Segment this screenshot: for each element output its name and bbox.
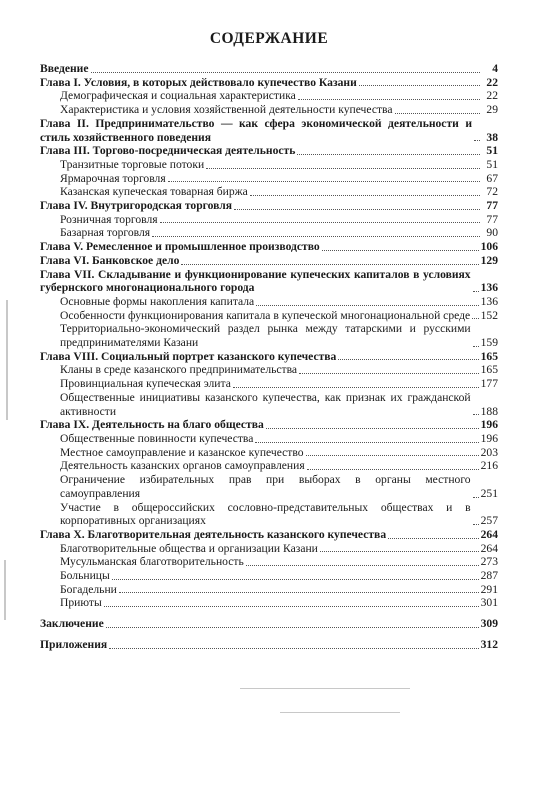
toc-section-entry	[40, 569, 498, 583]
toc-chapter-entry	[40, 144, 498, 158]
toc-entry-title: Глава II. Предпринимательство — как сфера экономической деятельности и стиль хозяйственного поведения	[40, 116, 472, 144]
toc-section-entry	[40, 391, 498, 418]
toc-chapter-entry	[40, 240, 498, 254]
toc-page-number: 273	[480, 555, 498, 569]
toc-chapter-entry	[40, 617, 498, 631]
dot-leader	[234, 208, 480, 210]
toc-page-number: 216	[480, 459, 498, 473]
dot-leader	[298, 98, 480, 100]
toc-entry-title: Глава V. Ремесленное и промышленное производство	[40, 240, 320, 254]
dot-leader	[104, 605, 479, 607]
toc-section-entry	[40, 446, 498, 460]
toc-section-entry	[40, 459, 498, 473]
table-of-contents	[40, 62, 498, 652]
toc-section-entry	[40, 473, 498, 500]
dot-leader	[395, 112, 481, 114]
dot-leader	[109, 647, 478, 649]
toc-page-number: 129	[480, 253, 498, 267]
toc-page-number: 165	[480, 349, 498, 363]
scan-artifact	[6, 300, 8, 420]
toc-page-number: 22	[486, 89, 498, 103]
toc-chapter-entry	[40, 418, 498, 432]
toc-section-entry	[40, 377, 498, 391]
page-title: СОДЕРЖАНИЕ	[209, 30, 329, 47]
toc-page-number: 4	[492, 62, 498, 75]
dot-leader	[255, 441, 478, 443]
toc-entry-title: Глава IX. Деятельность на благо общества	[40, 418, 264, 432]
dot-leader	[256, 304, 478, 306]
scan-artifact	[240, 688, 410, 689]
toc-section-entry	[40, 322, 498, 349]
toc-entry-title: Деятельность казанских органов самоуправления	[60, 459, 305, 473]
toc-chapter-entry	[40, 254, 498, 268]
dot-leader	[206, 167, 480, 169]
toc-entry-title: Базарная торговля	[60, 226, 151, 240]
toc-entry-title: Введение	[40, 62, 89, 75]
toc-entry-title: Особенности функционирования капитала в купеческой многонациональной среде	[60, 308, 471, 322]
dot-leader	[181, 263, 478, 265]
toc-entry-title: Богадельни	[60, 582, 117, 596]
toc-section-entry	[40, 226, 498, 240]
dot-leader	[250, 194, 480, 196]
toc-entry-title: Приложения	[40, 637, 108, 651]
toc-entry-title: Провинциальная купеческая элита	[60, 377, 231, 391]
toc-page-number: 90	[486, 226, 498, 240]
dot-leader	[472, 317, 478, 319]
toc-entry-title: Благотворительные общества и организации Казани	[60, 541, 318, 555]
toc-page-number: 287	[480, 569, 498, 583]
toc-entry-title: Ограничение избирательных прав при выборах в органы местного самоуправления	[60, 473, 471, 500]
toc-page-number: 196	[480, 431, 498, 445]
toc-page-number: 159	[480, 336, 498, 350]
toc-page-number: 251	[480, 486, 498, 500]
toc-page-number: 136	[480, 294, 498, 308]
toc-section-entry	[40, 103, 498, 117]
dot-leader	[474, 139, 480, 141]
toc-page-number: 77	[486, 212, 498, 226]
toc-section-entry	[40, 295, 498, 309]
dot-leader	[306, 454, 479, 456]
toc-chapter-entry	[40, 117, 498, 144]
toc-section-entry	[40, 432, 498, 446]
toc-entry-title: Заключение	[40, 617, 104, 631]
toc-chapter-entry	[40, 528, 498, 542]
toc-page-number: 77	[486, 199, 498, 213]
toc-chapter-entry	[40, 62, 498, 76]
toc-entry-title: Глава X. Благотворительная деятельность казанского купечества	[40, 527, 387, 541]
toc-entry-title: Транзитные торговые потоки	[60, 157, 205, 171]
toc-entry-title: Общественные повинности купечества	[60, 431, 254, 445]
dot-leader	[388, 537, 478, 539]
dot-leader	[152, 235, 480, 237]
toc-entry-title: Характеристика и условия хозяйственной деятельности купечества	[60, 103, 393, 117]
scan-artifact	[4, 560, 6, 620]
toc-page-number: 38	[486, 130, 498, 144]
toc-section-entry	[40, 501, 498, 528]
toc-entry-title: Основные формы накопления капитала	[60, 294, 255, 308]
dot-leader	[246, 564, 479, 566]
toc-entry-title: Местное самоуправление и казанское купечество	[60, 445, 304, 459]
toc-section-entry	[40, 89, 498, 103]
toc-page-number: 51	[486, 157, 498, 171]
toc-section-entry	[40, 213, 498, 227]
toc-page-number: 264	[480, 541, 498, 555]
dot-leader	[233, 386, 479, 388]
toc-entry-title: Ярмарочная торговля	[60, 171, 166, 185]
toc-page-number: 136	[480, 281, 498, 295]
toc-page-number: 291	[480, 582, 498, 596]
toc-section-entry	[40, 542, 498, 556]
toc-section-entry	[40, 158, 498, 172]
toc-entry-title: Глава I. Условия, в которых действовало купечество Казани	[40, 75, 357, 89]
toc-section-entry	[40, 583, 498, 597]
scan-artifact	[280, 712, 400, 713]
toc-page-number: 165	[480, 363, 498, 377]
dot-leader	[359, 84, 480, 86]
toc-page-number: 196	[480, 418, 498, 432]
toc-entry-title: Участие в общероссийских сословно-представительных обществах и в корпоративных организациях	[60, 500, 471, 528]
dot-leader	[338, 358, 478, 360]
toc-page-number: 72	[486, 185, 498, 199]
toc-page-number: 67	[486, 171, 498, 185]
toc-entry-title: Глава VII. Складывание и функционирование купеческих капиталов в условиях губернского многонационального города	[40, 267, 471, 295]
toc-entry-title: Мусульманская благотворительность	[60, 555, 244, 569]
dot-leader	[473, 290, 479, 292]
dot-leader	[473, 496, 479, 498]
toc-page-number: 257	[480, 514, 498, 528]
toc-page-number: 29	[486, 103, 498, 117]
dot-leader	[473, 345, 479, 347]
toc-entry-title: Больницы	[60, 569, 110, 583]
toc-entry-title: Демографическая и социальная характеристика	[60, 89, 296, 103]
toc-entry-title: Казанская купеческая товарная биржа	[60, 185, 248, 199]
toc-page-number: 264	[480, 527, 498, 541]
toc-chapter-entry	[40, 268, 498, 295]
dot-leader	[320, 550, 479, 552]
dot-leader	[91, 71, 480, 73]
toc-section-entry	[40, 555, 498, 569]
toc-entry-title: Глава VIII. Социальный портрет казанского купечества	[40, 349, 337, 363]
toc-page-number: 312	[480, 637, 498, 651]
toc-section-entry	[40, 596, 498, 610]
toc-chapter-entry	[40, 76, 498, 90]
toc-page-number: 177	[480, 377, 498, 391]
toc-section-entry	[40, 363, 498, 377]
toc-page-number: 51	[486, 144, 498, 158]
dot-leader	[473, 413, 479, 415]
toc-entry-title: Приюты	[60, 596, 102, 610]
dot-leader	[307, 468, 479, 470]
toc-section-entry	[40, 172, 498, 186]
dot-leader	[106, 626, 479, 628]
toc-page-number: 106	[480, 240, 498, 254]
toc-page-number: 152	[480, 308, 498, 322]
dot-leader	[299, 372, 479, 374]
toc-chapter-entry	[40, 638, 498, 652]
toc-section-entry	[40, 185, 498, 199]
toc-page-number: 309	[480, 617, 498, 631]
toc-page-number: 203	[480, 445, 498, 459]
toc-entry-title: Розничная торговля	[60, 212, 158, 226]
toc-page-number: 22	[486, 75, 498, 89]
toc-page-number: 188	[480, 404, 498, 418]
dot-leader	[322, 249, 479, 251]
dot-leader	[266, 427, 479, 429]
toc-entry-title: Глава VI. Банковское дело	[40, 253, 180, 267]
toc-entry-title: Глава IV. Внутригородская торговля	[40, 199, 233, 213]
toc-page-number: 301	[480, 596, 498, 610]
dot-leader	[297, 153, 480, 155]
toc-section-entry	[40, 309, 498, 323]
dot-leader	[112, 578, 479, 580]
toc-chapter-entry	[40, 350, 498, 364]
toc-entry-title: Территориально-экономический раздел рынка между татарскими и русскими предпринимателями Казани	[60, 322, 471, 350]
dot-leader	[168, 180, 480, 182]
toc-entry-title: Общественные инициативы казанского купечества, как признак их гражданской активности	[60, 390, 471, 418]
toc-chapter-entry	[40, 199, 498, 213]
toc-entry-title: Глава III. Торгово-посредническая деятельность	[40, 144, 296, 158]
dot-leader	[160, 221, 480, 223]
toc-entry-title: Кланы в среде казанского предпринимательства	[60, 363, 298, 377]
dot-leader	[119, 591, 479, 593]
dot-leader	[473, 523, 479, 525]
